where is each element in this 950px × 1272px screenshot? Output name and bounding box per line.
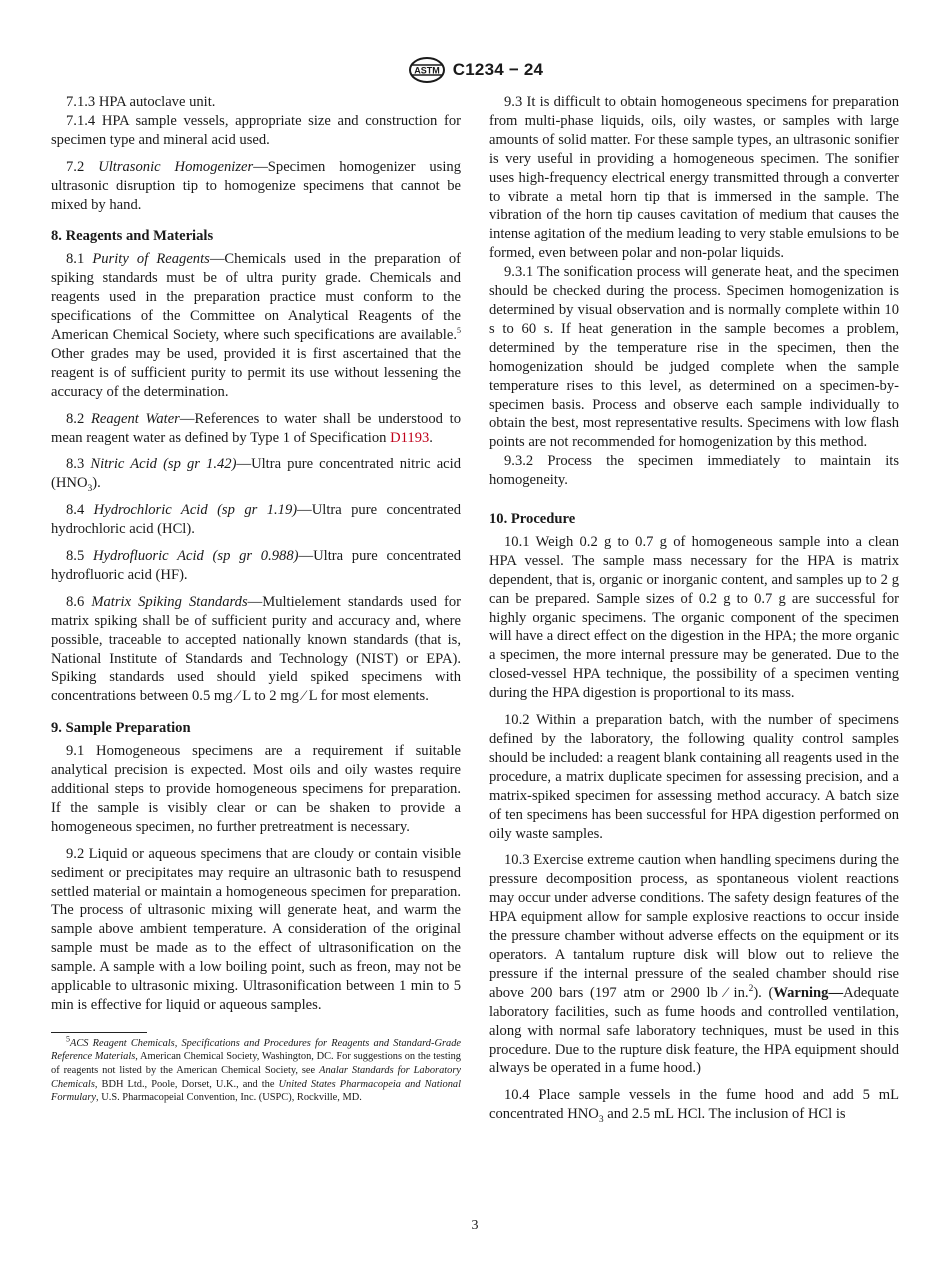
right-column <box>489 93 899 1124</box>
document-designation: C1234 − 24 <box>452 60 544 79</box>
footnote-body: , American Chemical Society, Washington, DC. For suggestions on the testing of reagents not listed by the American Chemical Society, see <box>51 1051 461 1077</box>
section-9-3-2: 9.3.2 Process the specimen immediately to maintain its homogeneity. <box>489 453 899 489</box>
section-8-2 <box>51 410 461 448</box>
section-title: Reagent Water <box>90 410 180 427</box>
section-body: —Chemicals used in the preparation of spiking standards must be of ultra purity grade. Chemicals and reagents used in the preparation practice must conform to the specifications of the Committee on Analytical Reagents of the American Chemical Society, where such specifications are available. <box>51 251 461 343</box>
section-number: 8.3 <box>66 456 91 473</box>
section-title: Hydrofluoric Acid (sp gr 0.988) <box>92 548 299 565</box>
section-7-2 <box>51 158 461 215</box>
section-8-5 <box>51 547 461 585</box>
logo-text: ASTM <box>414 65 440 76</box>
section-body: 10.4 Place sample vessels in the fume hood and add 5 mL concentrated HNO <box>489 1087 899 1123</box>
section-body: 10.3 Exercise extreme caution when handling specimens during the pressure decomposition process, as spontaneous violent reactions may occur under adverse conditions. The safety design features of the HPA equipment allow for sample explosive reactions to occur inside the pressure chamber without adverse effects on the equipment or its operators. A tantalum rupture disk will blow out to relieve the pressure if the internal pressure of the sealed chamber should rise above 200 bars (197 atm or 2900 lb ⁄ in. <box>489 852 899 1001</box>
section-10-3 <box>489 851 899 1078</box>
spec-d1193-link[interactable]: D1193 <box>390 429 430 446</box>
page-header <box>0 57 950 83</box>
heading-procedure: 10. Procedure <box>489 511 576 528</box>
section-body: Adequate laboratory facilities, such as fume hoods and controlled ventilation, along with normal safe laboratory techniques, must be used in this procedure. Due to the rupture disk feature, the HPA equipment should always be operated in a fume hood.) <box>489 984 899 1077</box>
section-title: Ultrasonic Homogenizer <box>98 158 254 175</box>
section-9-2: 9.2 Liquid or aqueous specimens that are cloudy or contain visible sediment or precipitates may require an ultrasonic bath to resuspend settled material or maintain a homogeneous specimen for preparation. The process of ultrasonic mixing will generate heat, and warm the sample above ambient temperature. A consideration of the original sample must be made as to the effect of ultrasonification on the sample. A sample with a low boiling point, such as freon, may not be applicable to ultrasonic mixing. Ultrasonification between 1 min to 5 min is effective for liquid or aqueous samples. <box>51 845 461 1013</box>
astm-logo-icon <box>407 57 447 83</box>
footnote-number: 5 <box>66 1034 70 1044</box>
footnote-title: ACS Reagent Chemicals, Specifications and Procedures for Reagents and Standard-Grade Reference Materials <box>51 1037 461 1063</box>
section-8-6 <box>51 593 461 706</box>
subscript: 3 <box>87 484 93 495</box>
footnote-title: Analar Standards for Laboratory Chemicals <box>51 1065 461 1090</box>
section-body: —Ultra pure concentrated hydrochloric acid (HCl). <box>51 502 462 538</box>
subscript: 3 <box>598 1115 604 1126</box>
section-number: 7.2 <box>66 158 99 175</box>
footnote-reference[interactable]: 5 <box>457 326 461 336</box>
section-body: Other grades may be used, provided it is first ascertained that the reagent is of sufficient purity to permit its use without lessening the accuracy of the determination. <box>51 345 461 400</box>
warning-label: Warning— <box>773 984 844 1001</box>
section-body: —References to water shall be understood to mean reagent water as defined by Type 1 of Specification <box>51 410 462 446</box>
footnote-title: United States Pharmacopeia and National Formulary <box>51 1078 461 1104</box>
footnote-divider <box>51 1032 147 1033</box>
section-10-2: 10.2 Within a preparation batch, with the number of specimens defined by the laboratory, the following quality control samples should be included: a reagent blank containing all reagents used in the procedure, a matrix duplicate specimen for assessing precision, and a matrix-spiked specimen for assessing method accuracy. A batch size of ten specimens has been successful for HPA digestion performed on oily waste samples. <box>489 712 899 842</box>
section-7-1-3: 7.1.3 HPA autoclave unit. <box>66 94 216 110</box>
section-7-1-4: 7.1.4 HPA sample vessels, appropriate size and construction for specimen type and mineral acid used. <box>51 112 461 148</box>
section-10-1: 10.1 Weigh 0.2 g to 0.7 g of homogeneous sample into a clean HPA vessel. The sample mass necessary for the HPA is matrix dependent, that is, organic or inorganic content, and samples up to 2 g can be prepared. Sample sizes of 0.2 g to 0.7 g are successful for highly organic specimens. The organic component of the specimen will have a direct effect on the digestion in the HPA; the more organic a specimen, the more internal pressure may be generated. Due to the closed-vessel HPA technique, the possibility of a specimen venting during the HPA digestion is proportional to its mass. <box>489 533 899 702</box>
section-title: Purity of Reagents <box>92 251 210 268</box>
left-column <box>51 93 461 1105</box>
section-9-3-1: 9.3.1 The sonification process will generate heat, and the specimen should be checked during the process. Specimen homogenization is determined by visual observation and is normally complete within 10 s to 60 s. If heat generation in the sample becomes a problem, determined by the temperature rise in the specimen, then the homogenization should be judged complete when the sample temperature rises to this level, as determined on a specimen-by-specimen basis. Process and observe each sample individually to obtain the best, most representative results. Specimens with low flash points are not recommended for homogenization by this method. <box>489 264 899 451</box>
section-9-3: 9.3 It is difficult to obtain homogeneous specimens for preparation from multi-phase liquids, oils, oily wastes, or samples with large amounts of solid matter. For these sample types, an ultrasonic sonifier is very useful in providing a homogeneous specimen. The sonifier uses high-frequency electrical energy transmitted through a converter to vibrate a metal horn tip that is immersed in the sample. The vibration of the horn tip causes cavitation of medium that causes the intense agitation of the medium leading to very stable emulsions to be formed, even between polar and non-polar liquids. <box>489 94 899 262</box>
section-number: 8.2 <box>66 410 91 427</box>
superscript: 2 <box>748 983 754 994</box>
footnote-body: , U.S. Pharmacopeial Convention, Inc. (USPC), Rockville, MD. <box>96 1092 362 1104</box>
section-number: 8.5 <box>66 548 93 565</box>
section-body: —Ultra pure concentrated hydrofluoric acid (HF). <box>51 548 461 583</box>
section-body: ). ( <box>753 984 774 1001</box>
footnote-5 <box>51 1034 461 1105</box>
section-number: 8.1 <box>66 251 93 268</box>
section-title: Hydrochloric Acid (sp gr 1.19) <box>93 502 298 519</box>
section-body: ). <box>92 475 101 492</box>
heading-sample-preparation: 9. Sample Preparation <box>51 720 191 737</box>
section-title: Matrix Spiking Standards <box>91 593 248 610</box>
section-body: . <box>429 429 433 446</box>
heading-reagents: 8. Reagents and Materials <box>51 228 214 245</box>
section-9-1: 9.1 Homogeneous specimens are a requirement if suitable analytical precision is expected. Most oils and oily wastes require additional steps to provide homogeneous specimens for preparation. If the sample is visibly clear or can be shaken to provide a homogeneous specimen, no further pretreatment is necessary. <box>51 743 461 835</box>
section-title: Nitric Acid (sp gr 1.42) <box>90 456 237 473</box>
section-10-4 <box>489 1086 899 1124</box>
page-number: 3 <box>471 1218 479 1233</box>
footnote-body: , BDH Ltd., Poole, Dorset, U.K., and the <box>94 1078 279 1090</box>
section-number: 8.6 <box>66 593 92 610</box>
section-body: —Specimen homogenizer using ultrasonic disruption tip to homogenize specimens that cannot be mixed by hand. <box>51 158 462 213</box>
section-body: —Multielement standards used for matrix spiking shall be of sufficient purity and accuracy and, where possible, traceable to accepted nationally known standards (that is, National Institute of Standards and Technology (NIST) or EPA). Spiking standards used should yield spiked specimens with concentrations between 0.5 mg ⁄ L to 2 mg ⁄ L for most elements. <box>51 593 461 705</box>
section-number: 8.4 <box>66 502 94 519</box>
section-8-1 <box>51 250 461 401</box>
section-8-4 <box>51 501 461 539</box>
section-body: —Ultra pure concentrated nitric acid (HNO <box>51 456 461 492</box>
section-8-3 <box>51 455 461 493</box>
section-body: and 2.5 mL HCl. The inclusion of HCl is <box>603 1106 846 1123</box>
